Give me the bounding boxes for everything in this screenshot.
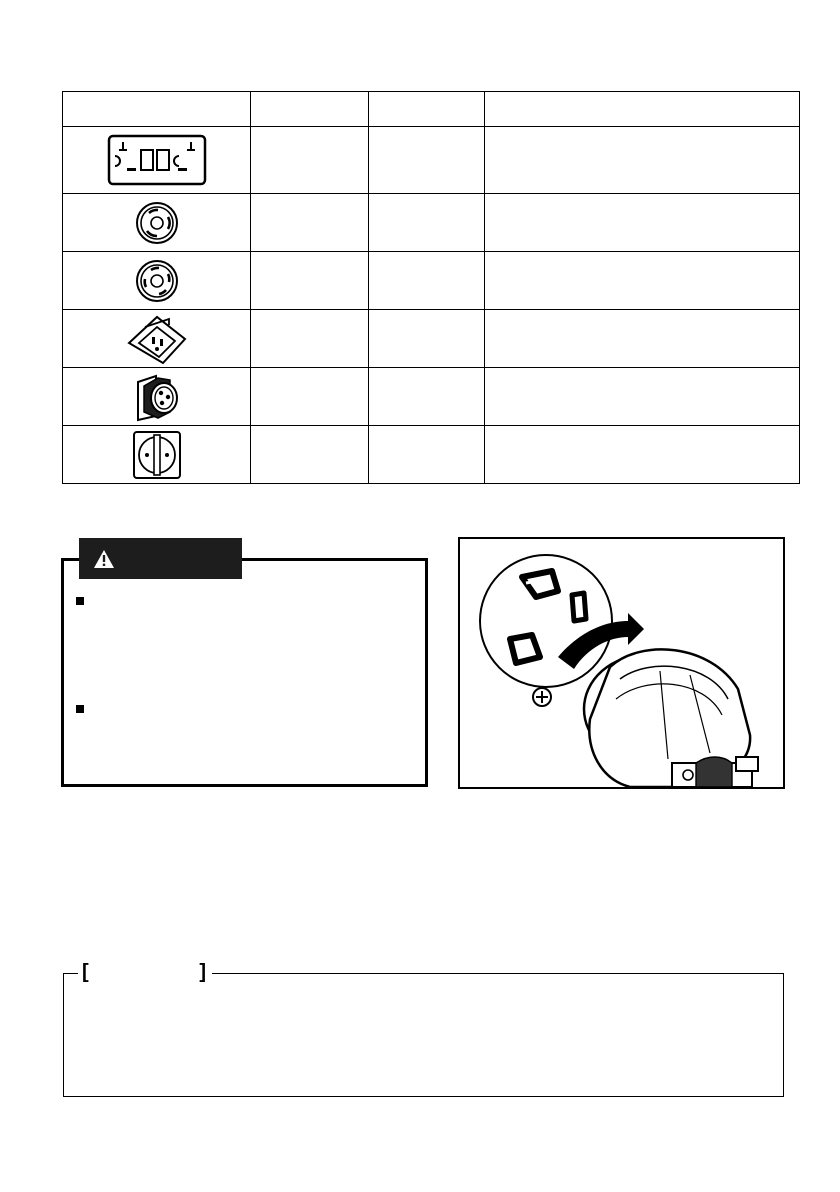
note-heading (78, 960, 212, 984)
table-cell (369, 252, 485, 310)
table-row (63, 310, 800, 368)
table-row (63, 194, 800, 252)
note-bracket-close: ] (199, 960, 206, 983)
table-cell (369, 368, 485, 426)
note-box (63, 973, 784, 1097)
warning-label-tab (79, 538, 242, 579)
table-cell (369, 127, 485, 194)
note-bracket-open: [ (82, 960, 89, 983)
table-cell (369, 194, 485, 252)
receptacle-table (62, 91, 800, 484)
table-header-row (63, 92, 800, 127)
table-cell (485, 368, 800, 426)
table-cell (251, 368, 369, 426)
table-row (63, 252, 800, 310)
header-cell (485, 92, 800, 127)
plug-illustration-graphic (460, 539, 783, 787)
icon-cell (63, 194, 251, 252)
table-cell (485, 252, 800, 310)
icon-cell (63, 252, 251, 310)
warning-bullet-1 (76, 597, 84, 605)
table-cell (251, 310, 369, 368)
twist-lock-receptacle-3-slot-icon (134, 200, 180, 246)
table-cell (485, 426, 800, 484)
header-cell (369, 92, 485, 127)
table-cell (251, 426, 369, 484)
table-cell (369, 426, 485, 484)
table-cell (485, 194, 800, 252)
schuko-receptacle-icon (132, 430, 182, 480)
table-cell (485, 310, 800, 368)
header-cell (63, 92, 251, 127)
industrial-round-receptacle-icon (134, 372, 180, 422)
table-cell (369, 310, 485, 368)
table-row (63, 426, 800, 484)
icon-cell (63, 310, 251, 368)
table-cell (251, 194, 369, 252)
icon-cell (63, 426, 251, 484)
table-cell (485, 127, 800, 194)
icon-cell (63, 127, 251, 194)
twist-lock-plug-insertion-illustration (458, 537, 785, 789)
warning-bullet-2 (76, 705, 84, 713)
warning-box (61, 558, 428, 787)
twist-lock-receptacle-4-slot-icon (134, 258, 180, 304)
covered-receptacle-icon (125, 313, 189, 365)
table-row (63, 127, 800, 194)
table-row (63, 368, 800, 426)
warning-triangle-icon (93, 549, 115, 569)
icon-cell (63, 368, 251, 426)
table-cell (251, 252, 369, 310)
header-cell (251, 92, 369, 127)
gfci-duplex-receptacle-icon (107, 134, 207, 186)
table-cell (251, 127, 369, 194)
